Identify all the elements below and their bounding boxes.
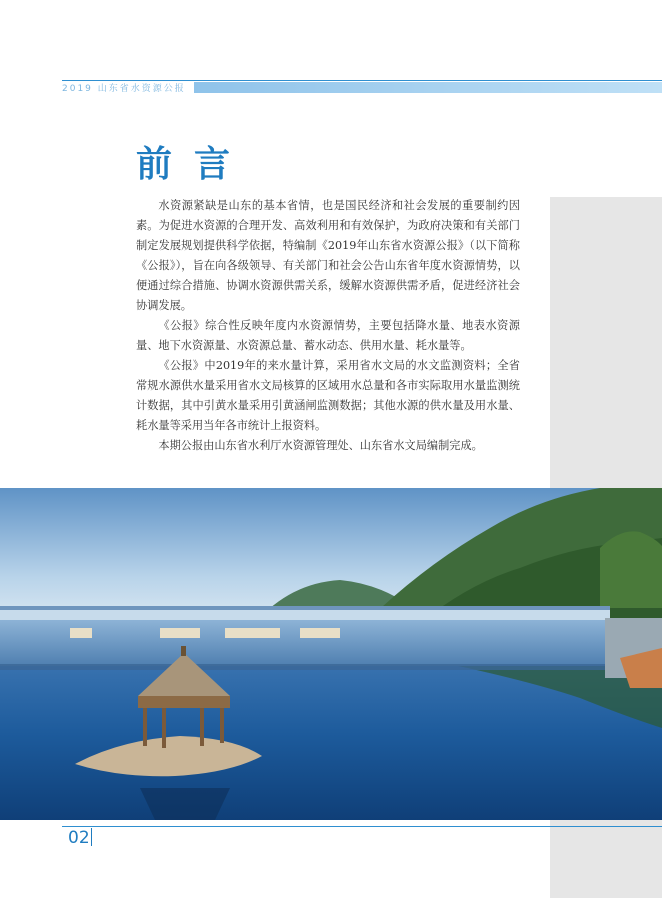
dam-base [0, 664, 610, 670]
paragraph-4: 本期公报由山东省水利厅水资源管理处、山东省水文局编制完成。 [158, 439, 483, 452]
paragraph-3: 《公报》中2019年的来水量计算，采用省水文局的水文监测资料；全省常规水源供水量采用省水文局核算的区域用水总量和各市实际取用水量监测统计数据，其中引黄水量采用引黄涵闸监测数据；其他水源的供水量及用水量、耗水量等采用当年各市统计上报资料。 [136, 359, 520, 432]
page-number: 02 [68, 828, 90, 848]
reservoir-illustration [0, 488, 662, 820]
preface-body [136, 196, 520, 456]
running-header-title: 2019 山东省水资源公报 [62, 81, 192, 94]
dam-wall [0, 620, 610, 666]
tree-cluster [600, 531, 662, 608]
running-header [62, 81, 662, 94]
header-color-bar [194, 82, 662, 93]
page-number-divider [91, 828, 92, 846]
reservoir-photo [0, 488, 662, 820]
footer-rule [62, 826, 662, 827]
pavilion-reflection [140, 788, 230, 820]
paragraph-1: 水资源紧缺是山东的基本省情，也是国民经济和社会发展的重要制约因素。为促进水资源的合理开发、高效利用和有效保护，为政府决策和有关部门制定发展规划提供科学依据，特编制《2019年山东省水资源公报》（以下简称《公报》），旨在向各级领导、有关部门和社会公告山东省年度水资源情势，以便通过综合措施、协调水资源供需关系，缓解水资源供需矛盾，促进经济社会协调发展。 [136, 199, 520, 312]
dam-parapet [0, 610, 610, 620]
dam-railing [0, 606, 610, 610]
paragraph-2: 《公报》综合性反映年度内水资源情势，主要包括降水量、地表水资源量、地下水资源量、水资源总量、蓄水动态、供用水量、耗水量等。 [136, 319, 520, 352]
page-title: 前言 [136, 144, 253, 185]
